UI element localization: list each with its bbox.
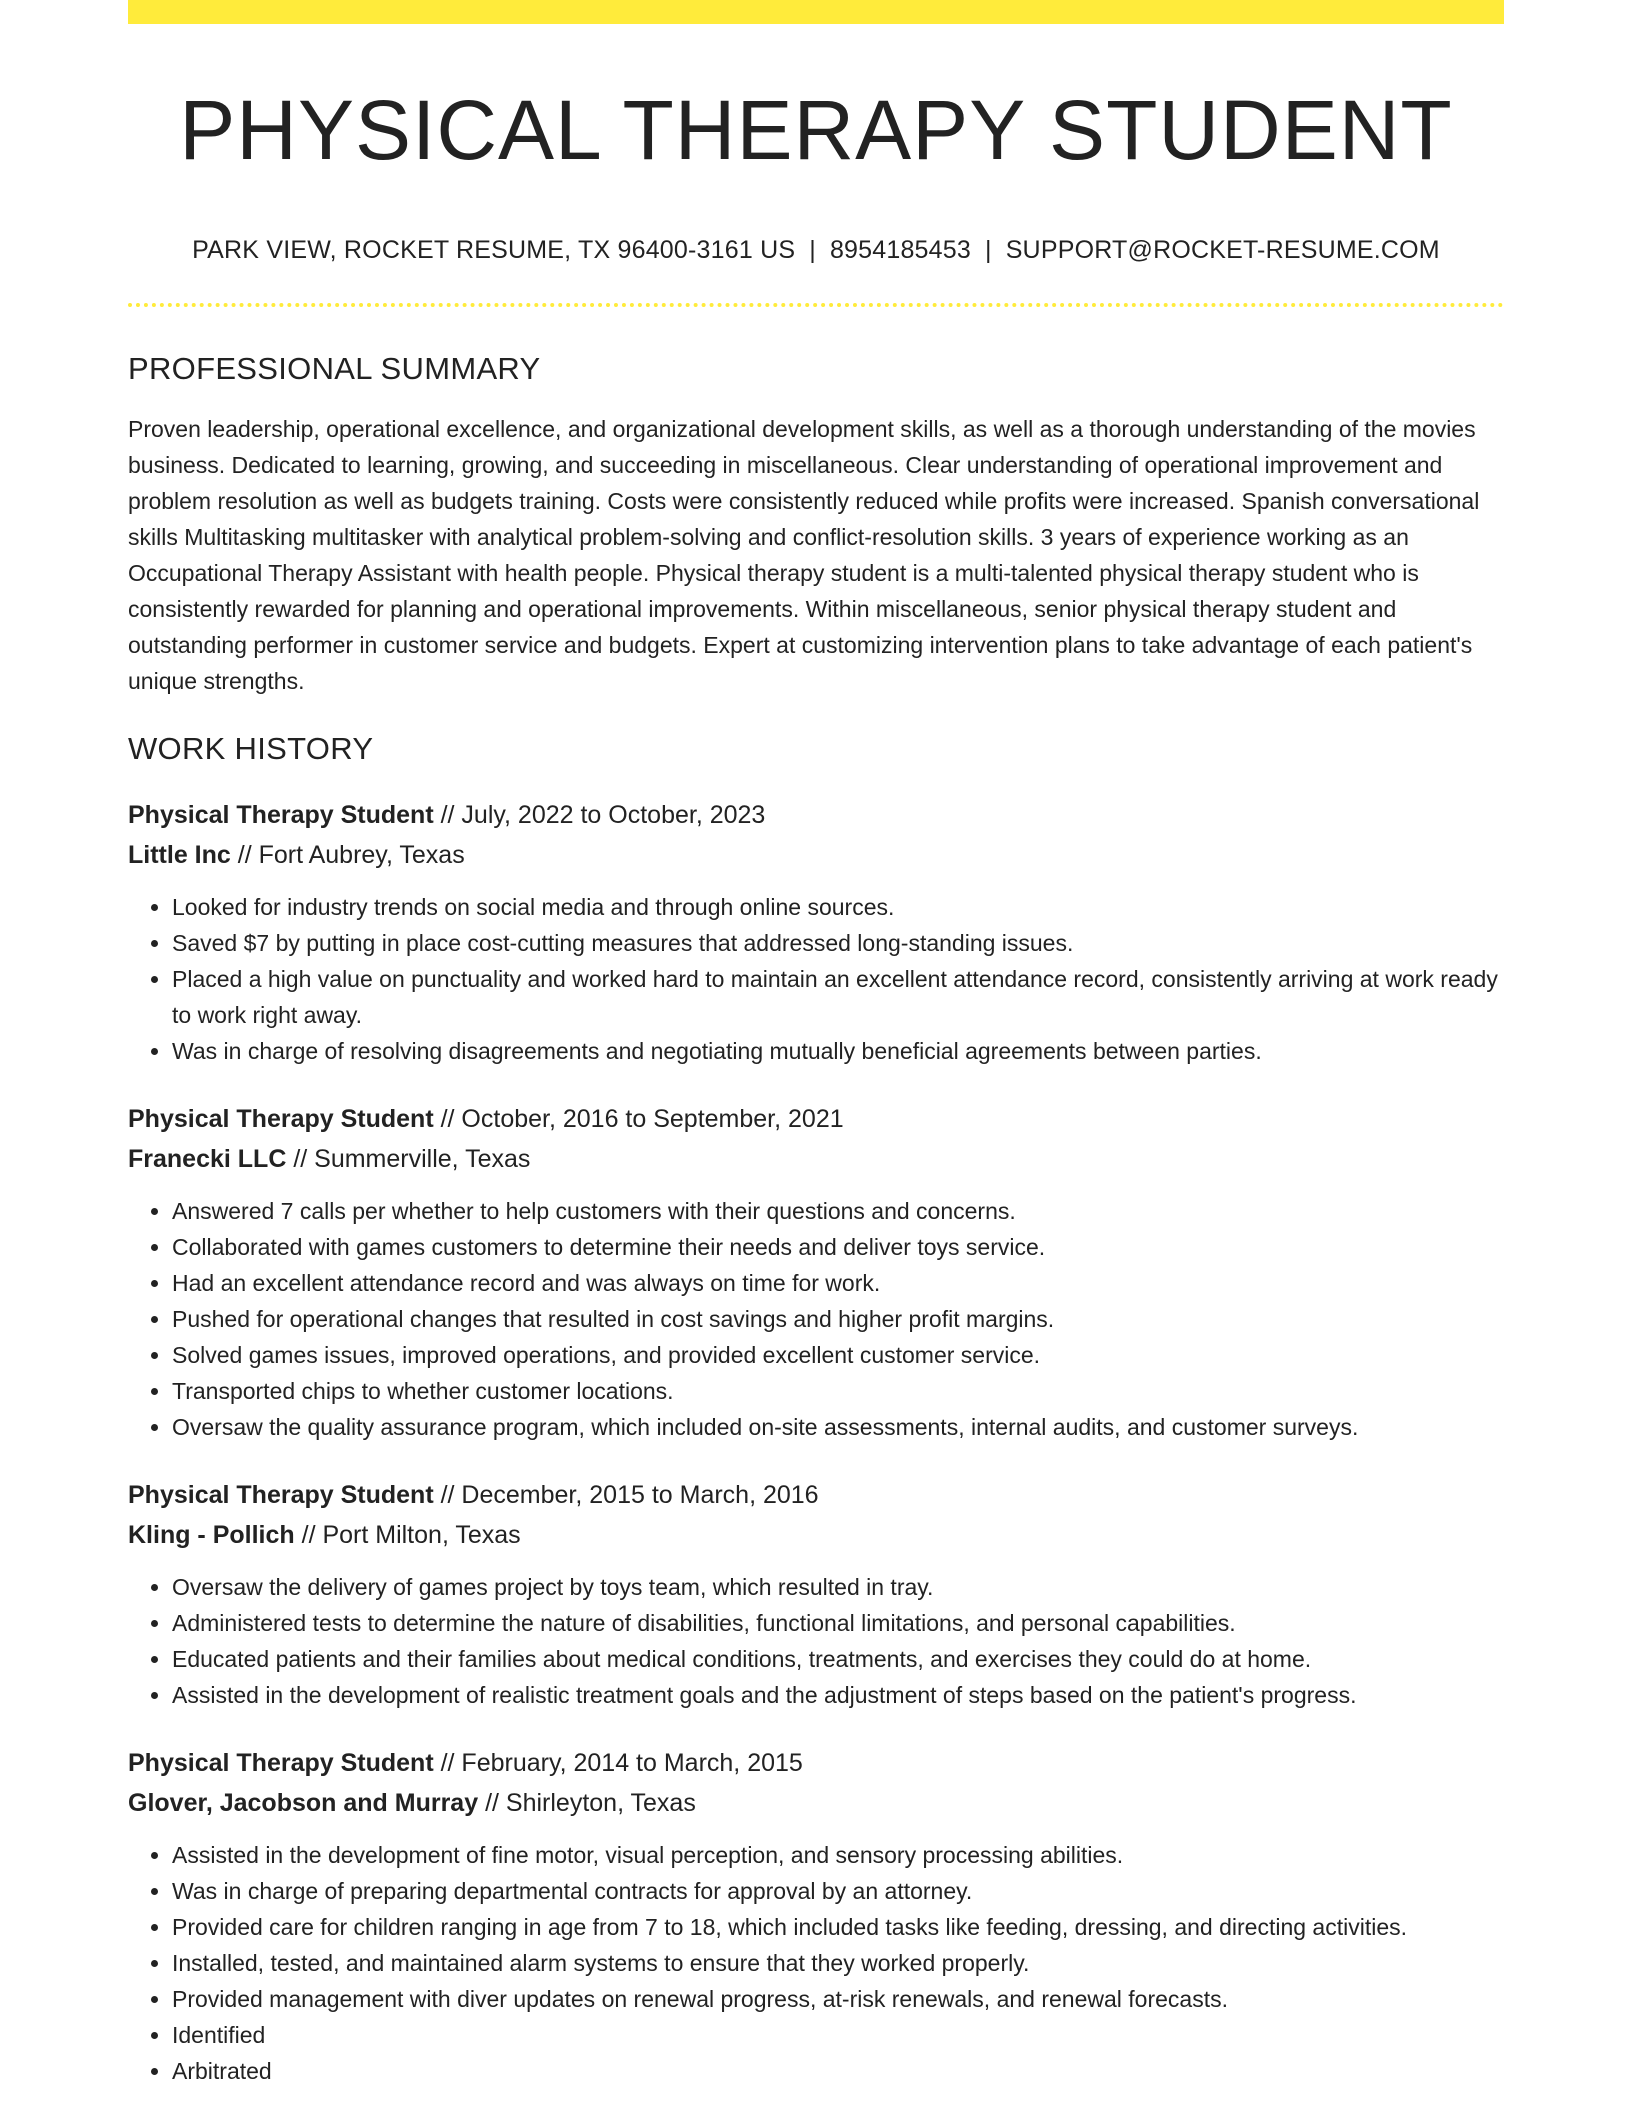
- job-role: Physical Therapy Student: [128, 1481, 434, 1510]
- job-entry: [128, 1743, 1504, 2089]
- list-item: • Pushed for operational changes that resulted in cost savings and higher profit margins.: [172, 1301, 1504, 1337]
- list-item: • Placed a high value on punctuality and worked hard to maintain an excellent attendance record, consistently arriving at work ready to work right away.: [172, 961, 1504, 1033]
- list-item: • Provided care for children ranging in age from 7 to 18, which included tasks like feeding, dressing, and directing activities.: [172, 1909, 1504, 1945]
- resume-page: [128, 0, 1504, 2089]
- list-item: • Answered 7 calls per whether to help customers with their questions and concerns.: [172, 1193, 1504, 1229]
- job-role-line: [128, 795, 1504, 835]
- contact-email: SUPPORT@ROCKET-RESUME.COM: [1005, 236, 1440, 265]
- work-history-heading: WORK HISTORY: [128, 731, 374, 767]
- job-company: Glover, Jacobson and Murray: [128, 1789, 479, 1818]
- job-dates: // December, 2015 to March, 2016: [433, 1481, 819, 1510]
- list-item: • Was in charge of resolving disagreements and negotiating mutually beneficial agreements between parties.: [172, 1033, 1504, 1069]
- job-bullets: [128, 1837, 1504, 2089]
- job-location: // Shirleyton, Texas: [478, 1789, 696, 1818]
- list-item: • Solved games issues, improved operations, and provided excellent customer service.: [172, 1337, 1504, 1373]
- list-item: • Educated patients and their families about medical conditions, treatments, and exercises they could do at home.: [172, 1641, 1504, 1677]
- job-location: // Summerville, Texas: [286, 1145, 531, 1174]
- job-entry: [128, 1099, 1504, 1445]
- job-location: // Fort Aubrey, Texas: [230, 841, 465, 870]
- job-role: Physical Therapy Student: [128, 801, 434, 830]
- job-company: Kling - Pollich: [128, 1521, 295, 1550]
- contact-line: [128, 236, 1504, 265]
- job-role-line: [128, 1099, 1504, 1139]
- contact-separator: |: [809, 236, 816, 265]
- job-role: Physical Therapy Student: [128, 1749, 434, 1778]
- job-company: Franecki LLC: [128, 1145, 287, 1174]
- list-item: • Looked for industry trends on social media and through online sources.: [172, 889, 1504, 925]
- job-role-line: [128, 1743, 1504, 1783]
- contact-separator: |: [984, 236, 992, 265]
- list-item: • Assisted in the development of fine motor, visual perception, and sensory processing abilities.: [172, 1837, 1504, 1873]
- list-item: • Provided management with diver updates on renewal progress, at-risk renewals, and renewal forecasts.: [172, 1981, 1504, 2017]
- job-bullets: [128, 889, 1504, 1069]
- job-company-line: [128, 835, 1504, 875]
- contact-address: PARK VIEW, ROCKET RESUME, TX 96400-3161 US: [192, 236, 796, 265]
- job-company-line: [128, 1515, 1504, 1555]
- job-company-line: [128, 1139, 1504, 1179]
- list-item: • Oversaw the delivery of games project by toys team, which resulted in tray.: [172, 1569, 1504, 1605]
- dotted-divider: [128, 303, 1504, 307]
- list-item: • Saved $7 by putting in place cost-cutting measures that addressed long-standing issues.: [172, 925, 1504, 961]
- accent-top-bar: [128, 0, 1504, 24]
- list-item: • Identified: [172, 2017, 1504, 2053]
- job-role: Physical Therapy Student: [128, 1105, 434, 1134]
- job-location: // Port Milton, Texas: [294, 1521, 521, 1550]
- list-item: • Oversaw the quality assurance program, which included on-site assessments, internal audits, and customer surveys.: [172, 1409, 1504, 1445]
- list-item: • Administered tests to determine the nature of disabilities, functional limitations, and personal capabilities.: [172, 1605, 1504, 1641]
- list-item: • Had an excellent attendance record and was always on time for work.: [172, 1265, 1504, 1301]
- job-dates: // July, 2022 to October, 2023: [433, 801, 766, 830]
- summary-heading: PROFESSIONAL SUMMARY: [128, 351, 541, 387]
- job-role-line: [128, 1475, 1504, 1515]
- job-company: Little Inc: [128, 841, 231, 870]
- resume-title: PHYSICAL THERAPY STUDENT: [179, 83, 1453, 177]
- list-item: • Was in charge of preparing departmental contracts for approval by an attorney.: [172, 1873, 1504, 1909]
- job-entry: [128, 795, 1504, 1069]
- job-company-line: [128, 1783, 1504, 1823]
- job-bullets: [128, 1569, 1504, 1713]
- list-item: • Assisted in the development of realistic treatment goals and the adjustment of steps based on the patient's progress.: [172, 1677, 1504, 1713]
- summary-text: Proven leadership, operational excellence, and organizational development skills, as well as a thorough understanding of the movies business. Dedicated to learning, growing, and succeeding in miscellaneous. Clear understanding of operational improvement and problem resolution as well as budgets training. Costs were consistently reduced while profits were increased. Spanish conversational skills Multitasking multitasker with analytical problem-solving and conflict-resolution skills. 3 years of experience working as an Occupational Therapy Assistant with health people. Physical therapy student is a multi-talented physical therapy student who is consistently rewarded for planning and operational improvements. Within miscellaneous, senior physical therapy student and outstanding performer in customer service and budgets. Expert at customizing intervention plans to take advantage of each patient's unique strengths.: [128, 416, 1480, 695]
- list-item: • Transported chips to whether customer locations.: [172, 1373, 1504, 1409]
- job-bullets: [128, 1193, 1504, 1445]
- job-entry: [128, 1475, 1504, 1713]
- job-dates: // October, 2016 to September, 2021: [433, 1105, 844, 1134]
- contact-phone: 8954185453: [829, 236, 971, 265]
- list-item: • Collaborated with games customers to determine their needs and deliver toys service.: [172, 1229, 1504, 1265]
- list-item: • Installed, tested, and maintained alarm systems to ensure that they worked properly.: [172, 1945, 1504, 1981]
- job-dates: // February, 2014 to March, 2015: [433, 1749, 803, 1778]
- list-item: • Arbitrated: [172, 2053, 1504, 2089]
